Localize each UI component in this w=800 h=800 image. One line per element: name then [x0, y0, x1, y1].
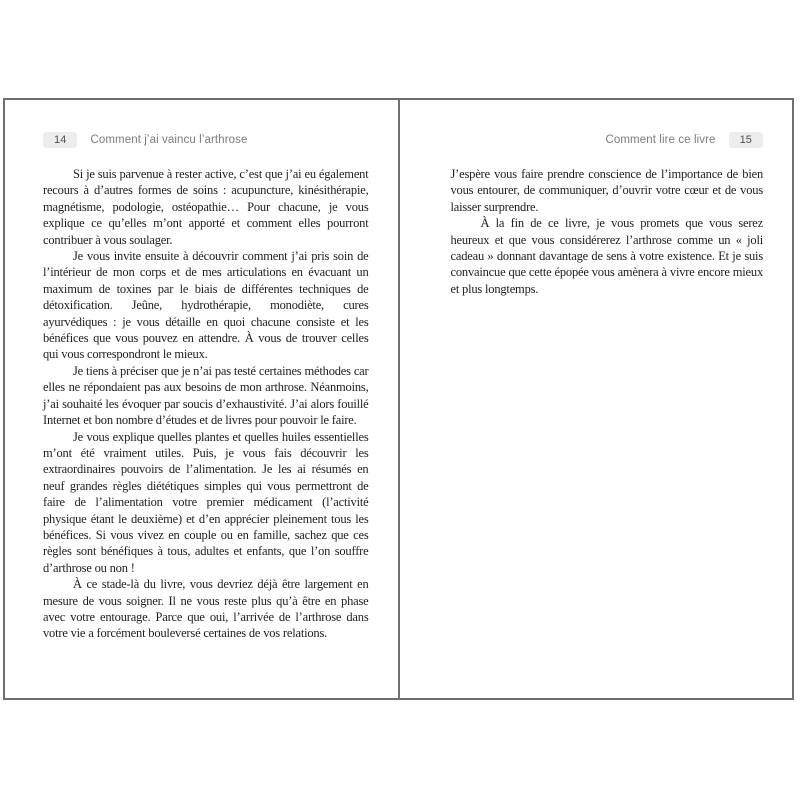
page-body-right — [451, 166, 764, 297]
paragraph: Je vous invite ensuite à découvrir comment j’ai pris soin de l’intérieur de mon corps et de mes articulations en évacuant un maximum de toxines par le biais de différentes techniques de détoxification. Jeûne, hydrothérapie, monodiète, cures ayurvédiques : je vous détaille en quoi chacune consiste et les bénéfices que vous pouvez en attendre. À vous de trouver celles qui vous correspondront le mieux. — [43, 249, 369, 362]
running-header: Comment j’ai vaincu l’arthrose — [90, 134, 248, 146]
page-left — [5, 100, 399, 698]
page-number-badge: 15 — [729, 132, 763, 148]
page-right — [399, 100, 793, 698]
paragraph: À ce stade-là du livre, vous devriez déjà être largement en mesure de vous soigner. Il ne vous reste plus qu’à être en phase avec votre entourage. Parce que oui, l’arrivée de l’arthrose dans votre vie a forcément bouleversé certaines de vos relations. — [43, 577, 369, 641]
book-spread — [3, 98, 794, 700]
page-header-right — [451, 132, 764, 148]
page-header-left — [43, 132, 369, 148]
page-left-content — [5, 100, 398, 642]
paragraph: À la fin de ce livre, je vous promets que vous serez heureux et que vous considérerez l’arthrose comme un « joli cadeau » donnant davantage de sens à votre existence. Et je suis convaincue que cette épopée vous amènera à vivre encore mieux et plus longtemps. — [450, 216, 763, 296]
paragraph: Je vous explique quelles plantes et quelles huiles essentielles m’ont été vraiment utiles. Puis, je vous fais découvrir les extraordinaires pouvoirs de l’alimentation. Je les ai résumés en neuf grandes règles diététiques simples qui vous permettront de faire de l’alimentation votre premier médicament (l’activité physique étant le deuxième) et d’en apprécier pleinement tous les bénéfices. Si vous vivez en couple ou en famille, sachez que ces règles sont bénéfiques à tous, adultes et enfants, que l’on souffre d’arthrose ou non ! — [43, 429, 369, 575]
running-header: Comment lire ce livre — [605, 134, 716, 146]
paragraph: J’espère vous faire prendre conscience de l’importance de bien vous entourer, de communiquer, d’ouvrir votre cœur et de vous laisser surprendre. — [450, 167, 763, 214]
paragraph: Si je suis parvenue à rester active, c’est que j’ai eu également recours à d’autres formes de soins : acupuncture, kinésithérapie, magnétisme, podologie, ostéopathie… Pour chacune, je vous explique ce qu’elles m’ont apporté et comment elles pourront contribuer à vous soulager. — [43, 167, 369, 247]
page-right-content — [400, 100, 793, 297]
page-number-badge: 14 — [43, 132, 77, 148]
paragraph: Je tiens à préciser que je n’ai pas testé certaines méthodes car elles ne répondaient pas aux besoins de mon arthrose. Néanmoins, j’ai souhaité les évoquer par soucis d’exhaustivité. J’ai alors fouillé Internet et bon nombre d’études et de livres pour pouvoir le faire. — [43, 363, 369, 428]
page-body-left — [43, 166, 369, 642]
